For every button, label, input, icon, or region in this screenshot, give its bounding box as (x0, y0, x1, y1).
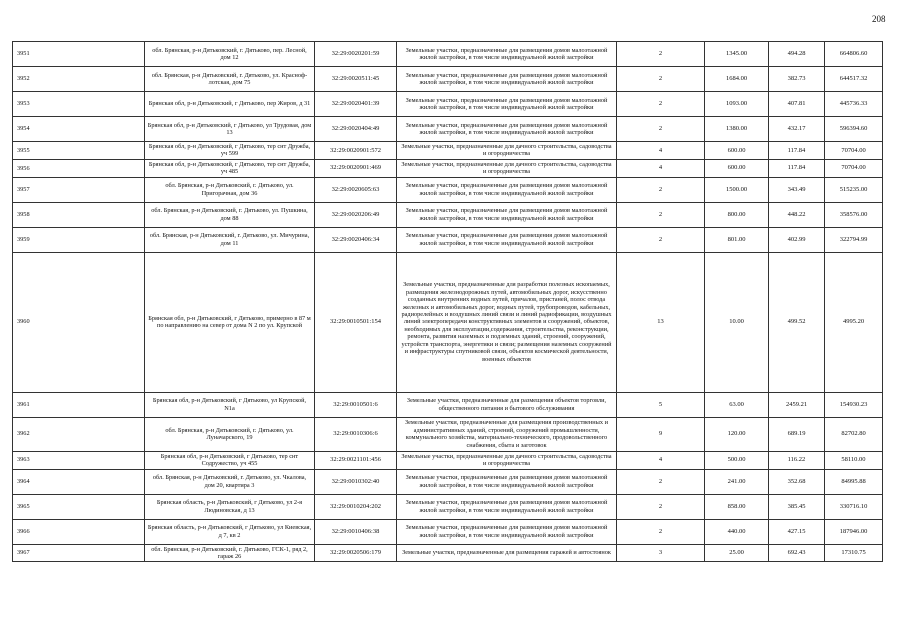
cadastral-number-cell: 32:29:0020201:59 (315, 42, 397, 67)
cadastral-number-cell: 32:29:0020901:572 (315, 142, 397, 160)
address-cell: обл. Брянская, р-н Дятьковский, г. Дятьково, ул. Пушкина, дом 88 (145, 202, 315, 227)
cadastral-value-table (12, 41, 883, 562)
land-purpose-cell: Земельные участки, предназначенные для размещения домов малоэтажной жилой застройки, в том числе индивидуальной жилой застройки (397, 202, 617, 227)
land-purpose-cell: Земельные участки, предназначенные для размещения домов малоэтажной жилой застройки, в том числе индивидуальной жилой застройки (397, 92, 617, 117)
table-row (13, 469, 883, 494)
area-cell: 63.00 (705, 392, 769, 417)
address-cell: Брянская область, р-н Дятьковский, г Дятьково, ул Киевская, д 7, кв 2 (145, 519, 315, 544)
cadastral-value-cell: 596394.60 (825, 117, 883, 142)
land-purpose-cell: Земельные участки, предназначенные для дачного строительства, садоводства и огородничества (397, 159, 617, 177)
address-cell: обл. Брянская, р-н Дятьковский, г. Дятьково, пер. Лесной, дом 12 (145, 42, 315, 67)
group-cell: 2 (617, 67, 705, 92)
address-cell: Брянская область, р-н Дятьковский, г Дятьково, ул 2-я Людиновская, д 13 (145, 494, 315, 519)
cadastral-value-cell: 70704.00 (825, 159, 883, 177)
area-cell: 801.00 (705, 227, 769, 252)
group-cell: 2 (617, 92, 705, 117)
specific-value-cell: 494.28 (769, 42, 825, 67)
table-row (13, 519, 883, 544)
specific-value-cell: 385.45 (769, 494, 825, 519)
address-cell: обл. Брянская, р-н Дятьковский, г. Дятьково, ул. Чкалова, дом 20, квартира 3 (145, 469, 315, 494)
cadastral-number-cell: 32:29:0020206:49 (315, 202, 397, 227)
cadastral-value-cell: 322794.99 (825, 227, 883, 252)
cadastral-number-cell: 32:29:0020506:179 (315, 544, 397, 562)
address-cell: Брянская обл, р-н Дятьковский, г Дятьково, примерно в 87 м по направлению на север от дома N 2 по ул. Крупской (145, 252, 315, 392)
area-cell: 600.00 (705, 142, 769, 160)
table-row (13, 544, 883, 562)
area-cell: 120.00 (705, 417, 769, 451)
row-number-cell: 3953 (13, 92, 145, 117)
row-number-cell: 3959 (13, 227, 145, 252)
area-cell: 800.00 (705, 202, 769, 227)
cadastral-number-cell: 32:29:0020406:34 (315, 227, 397, 252)
group-cell: 4 (617, 159, 705, 177)
address-cell: Брянская обл, р-н Дятьковский, г Дятьково, ул Крупской, N1а (145, 392, 315, 417)
row-number-cell: 3956 (13, 159, 145, 177)
address-cell: обл. Брянская, р-н Дятьковский, г. Дятьково, ул. Красноф-лотская, дом 75 (145, 67, 315, 92)
specific-value-cell: 499.52 (769, 252, 825, 392)
row-number-cell: 3961 (13, 392, 145, 417)
cadastral-value-cell: 358576.00 (825, 202, 883, 227)
specific-value-cell: 692.43 (769, 544, 825, 562)
group-cell: 9 (617, 417, 705, 451)
specific-value-cell: 448.22 (769, 202, 825, 227)
group-cell: 2 (617, 117, 705, 142)
row-number-cell: 3957 (13, 177, 145, 202)
area-cell: 1500.00 (705, 177, 769, 202)
row-number-cell: 3967 (13, 544, 145, 562)
area-cell: 241.00 (705, 469, 769, 494)
cadastral-number-cell: 32:29:0010406:38 (315, 519, 397, 544)
land-purpose-cell: Земельные участки, предназначенные для размещения объектов торговли, общественного питания и бытового обслуживания (397, 392, 617, 417)
address-cell: обл. Брянская, р-н Дятьковский, г. Дятьково, ул. Луначарского, 19 (145, 417, 315, 451)
land-purpose-cell: Земельные участки, предназначенные для дачного строительства, садоводства и огородничества (397, 451, 617, 469)
land-purpose-cell: Земельные участки, предназначенные для размещения домов малоэтажной жилой застройки, в том числе индивидуальной жилой застройки (397, 469, 617, 494)
land-purpose-cell: Земельные участки, предназначенные для размещения домов малоэтажной жилой застройки, в том числе индивидуальной жилой застройки (397, 67, 617, 92)
cadastral-value-cell: 58110.00 (825, 451, 883, 469)
row-number-cell: 3962 (13, 417, 145, 451)
specific-value-cell: 689.19 (769, 417, 825, 451)
group-cell: 5 (617, 392, 705, 417)
table-row (13, 67, 883, 92)
land-purpose-cell: Земельные участки, предназначенные для размещения домов малоэтажной жилой застройки, в том числе индивидуальной жилой застройки (397, 42, 617, 67)
group-cell: 2 (617, 42, 705, 67)
row-number-cell: 3964 (13, 469, 145, 494)
cadastral-number-cell: 32:29:0020401:39 (315, 92, 397, 117)
cadastral-value-cell: 664806.60 (825, 42, 883, 67)
row-number-cell: 3955 (13, 142, 145, 160)
group-cell: 3 (617, 544, 705, 562)
row-number-cell: 3960 (13, 252, 145, 392)
row-number-cell: 3958 (13, 202, 145, 227)
cadastral-number-cell: 32:29:0021101:456 (315, 451, 397, 469)
area-cell: 600.00 (705, 159, 769, 177)
specific-value-cell: 117.84 (769, 142, 825, 160)
area-cell: 1345.00 (705, 42, 769, 67)
address-cell: Брянская обл, р-н Дятьковский, г Дятьково, пер Жиров, д 31 (145, 92, 315, 117)
area-cell: 1093.00 (705, 92, 769, 117)
specific-value-cell: 116.22 (769, 451, 825, 469)
group-cell: 2 (617, 469, 705, 494)
cadastral-value-cell: 82702.80 (825, 417, 883, 451)
group-cell: 4 (617, 451, 705, 469)
cadastral-value-cell: 17310.75 (825, 544, 883, 562)
group-cell: 2 (617, 177, 705, 202)
address-cell: Брянская обл, р-н Дятьковский, г Дятьково, тер снт Содружество, уч 455 (145, 451, 315, 469)
table-row (13, 202, 883, 227)
address-cell: обл. Брянская, р-н Дятьковский, г. Дятьково, ул. Мичурина, дом 11 (145, 227, 315, 252)
specific-value-cell: 2459.21 (769, 392, 825, 417)
specific-value-cell: 427.15 (769, 519, 825, 544)
cadastral-number-cell: 32:29:0010306:6 (315, 417, 397, 451)
cadastral-number-cell: 32:29:0010204:202 (315, 494, 397, 519)
specific-value-cell: 343.49 (769, 177, 825, 202)
area-cell: 1684.00 (705, 67, 769, 92)
table-row (13, 159, 883, 177)
table-row (13, 252, 883, 392)
table-row (13, 494, 883, 519)
row-number-cell: 3954 (13, 117, 145, 142)
row-number-cell: 3951 (13, 42, 145, 67)
land-purpose-cell: Земельные участки, предназначенные для размещения домов малоэтажной жилой застройки, в том числе индивидуальной жилой застройки (397, 177, 617, 202)
table-body (13, 42, 883, 562)
specific-value-cell: 382.73 (769, 67, 825, 92)
table-row (13, 227, 883, 252)
specific-value-cell: 407.81 (769, 92, 825, 117)
cadastral-value-cell: 187946.00 (825, 519, 883, 544)
area-cell: 1380.00 (705, 117, 769, 142)
area-cell: 25.00 (705, 544, 769, 562)
area-cell: 500.00 (705, 451, 769, 469)
cadastral-value-cell: 70704.00 (825, 142, 883, 160)
cadastral-value-cell: 84995.88 (825, 469, 883, 494)
table-row (13, 117, 883, 142)
group-cell: 2 (617, 227, 705, 252)
group-cell: 2 (617, 494, 705, 519)
address-cell: обл. Брянская, р-н Дятьковский, г. Дятьково, ул. Пригорачная, дом 36 (145, 177, 315, 202)
group-cell: 4 (617, 142, 705, 160)
land-purpose-cell: Земельные участки, предназначенные для разработки полезных ископаемых, размещения железнодорожных путей, автомобильных дорог, искусственно созданных внутренних водных путей, причалов, пристаней, полос отвода железных и автомобильных дорог, водных путей, трубопроводов, кабельных, радиорелейных и воздушных линий связи и линий радиофикации, воздушных линий электропередачи конструктивных элементов и сооружений, объектов, необходимых для эксплуатации,содержания, строительства, реконструкции, ремонта, развития наземных и подземных зданий, строений, сооружений, устройств транспорта, энергетики и связи; размещения наземных сооружений и инфраструктуры спутниковой связи, объектов космической деятельности, военных объектов (397, 252, 617, 392)
cadastral-value-cell: 445736.33 (825, 92, 883, 117)
cadastral-value-cell: 515235.00 (825, 177, 883, 202)
land-purpose-cell: Земельные участки, предназначенные для размещения домов малоэтажной жилой застройки, в том числе индивидуальной жилой застройки (397, 494, 617, 519)
table-row (13, 392, 883, 417)
cadastral-value-cell: 154930.23 (825, 392, 883, 417)
cadastral-value-cell: 330716.10 (825, 494, 883, 519)
row-number-cell: 3966 (13, 519, 145, 544)
specific-value-cell: 352.68 (769, 469, 825, 494)
cadastral-number-cell: 32:29:0020901:469 (315, 159, 397, 177)
cadastral-value-cell: 4995.20 (825, 252, 883, 392)
address-cell: Брянская обл, р-н Дятьковский, г Дятьково, ул Трудовая, дом 13 (145, 117, 315, 142)
row-number-cell: 3965 (13, 494, 145, 519)
address-cell: обл. Брянская, р-н Дятьковский, г. Дятьково, ГСК-1, ряд 2, гараж 26 (145, 544, 315, 562)
specific-value-cell: 432.17 (769, 117, 825, 142)
page-number: 208 (872, 14, 886, 24)
cadastral-number-cell: 32:29:0020404:49 (315, 117, 397, 142)
group-cell: 13 (617, 252, 705, 392)
cadastral-number-cell: 32:29:0010501:154 (315, 252, 397, 392)
land-purpose-cell: Земельные участки, предназначенные для размещения гаражей и автостоянок (397, 544, 617, 562)
land-purpose-cell: Земельные участки, предназначенные для размещения домов малоэтажной жилой застройки, в том числе индивидуальной жилой застройки (397, 117, 617, 142)
cadastral-number-cell: 32:29:0010302:40 (315, 469, 397, 494)
land-purpose-cell: Земельные участки, предназначенные для размещения домов малоэтажной жилой застройки, в том числе индивидуальной жилой застройки (397, 227, 617, 252)
group-cell: 2 (617, 202, 705, 227)
address-cell: Брянская обл, р-н Дятьковский, г Дятьково, тер снт Дружба, уч 599 (145, 142, 315, 160)
specific-value-cell: 117.84 (769, 159, 825, 177)
cadastral-number-cell: 32:29:0020605:63 (315, 177, 397, 202)
area-cell: 440.00 (705, 519, 769, 544)
row-number-cell: 3963 (13, 451, 145, 469)
group-cell: 2 (617, 519, 705, 544)
land-purpose-cell: Земельные участки, предназначенные для размещения производственных и административных зданий, строений, сооружений промышленности, коммунального хозяйства, материально-технического, продовольственного снабжения, сбыта и заготовок (397, 417, 617, 451)
land-purpose-cell: Земельные участки, предназначенные для дачного строительства, садоводства и огородничества (397, 142, 617, 160)
cadastral-number-cell: 32:29:0010501:6 (315, 392, 397, 417)
area-cell: 858.00 (705, 494, 769, 519)
table-row (13, 42, 883, 67)
table-row (13, 177, 883, 202)
specific-value-cell: 402.99 (769, 227, 825, 252)
table-row (13, 92, 883, 117)
land-purpose-cell: Земельные участки, предназначенные для размещения домов малоэтажной жилой застройки, в том числе индивидуальной жилой застройки (397, 519, 617, 544)
cadastral-number-cell: 32:29:0020511:45 (315, 67, 397, 92)
table-row (13, 417, 883, 451)
cadastral-value-cell: 644517.32 (825, 67, 883, 92)
address-cell: Брянская обл, р-н Дятьковский, г Дятьково, тер снт Дружба, уч 485 (145, 159, 315, 177)
table-row (13, 142, 883, 160)
table-row (13, 451, 883, 469)
area-cell: 10.00 (705, 252, 769, 392)
row-number-cell: 3952 (13, 67, 145, 92)
